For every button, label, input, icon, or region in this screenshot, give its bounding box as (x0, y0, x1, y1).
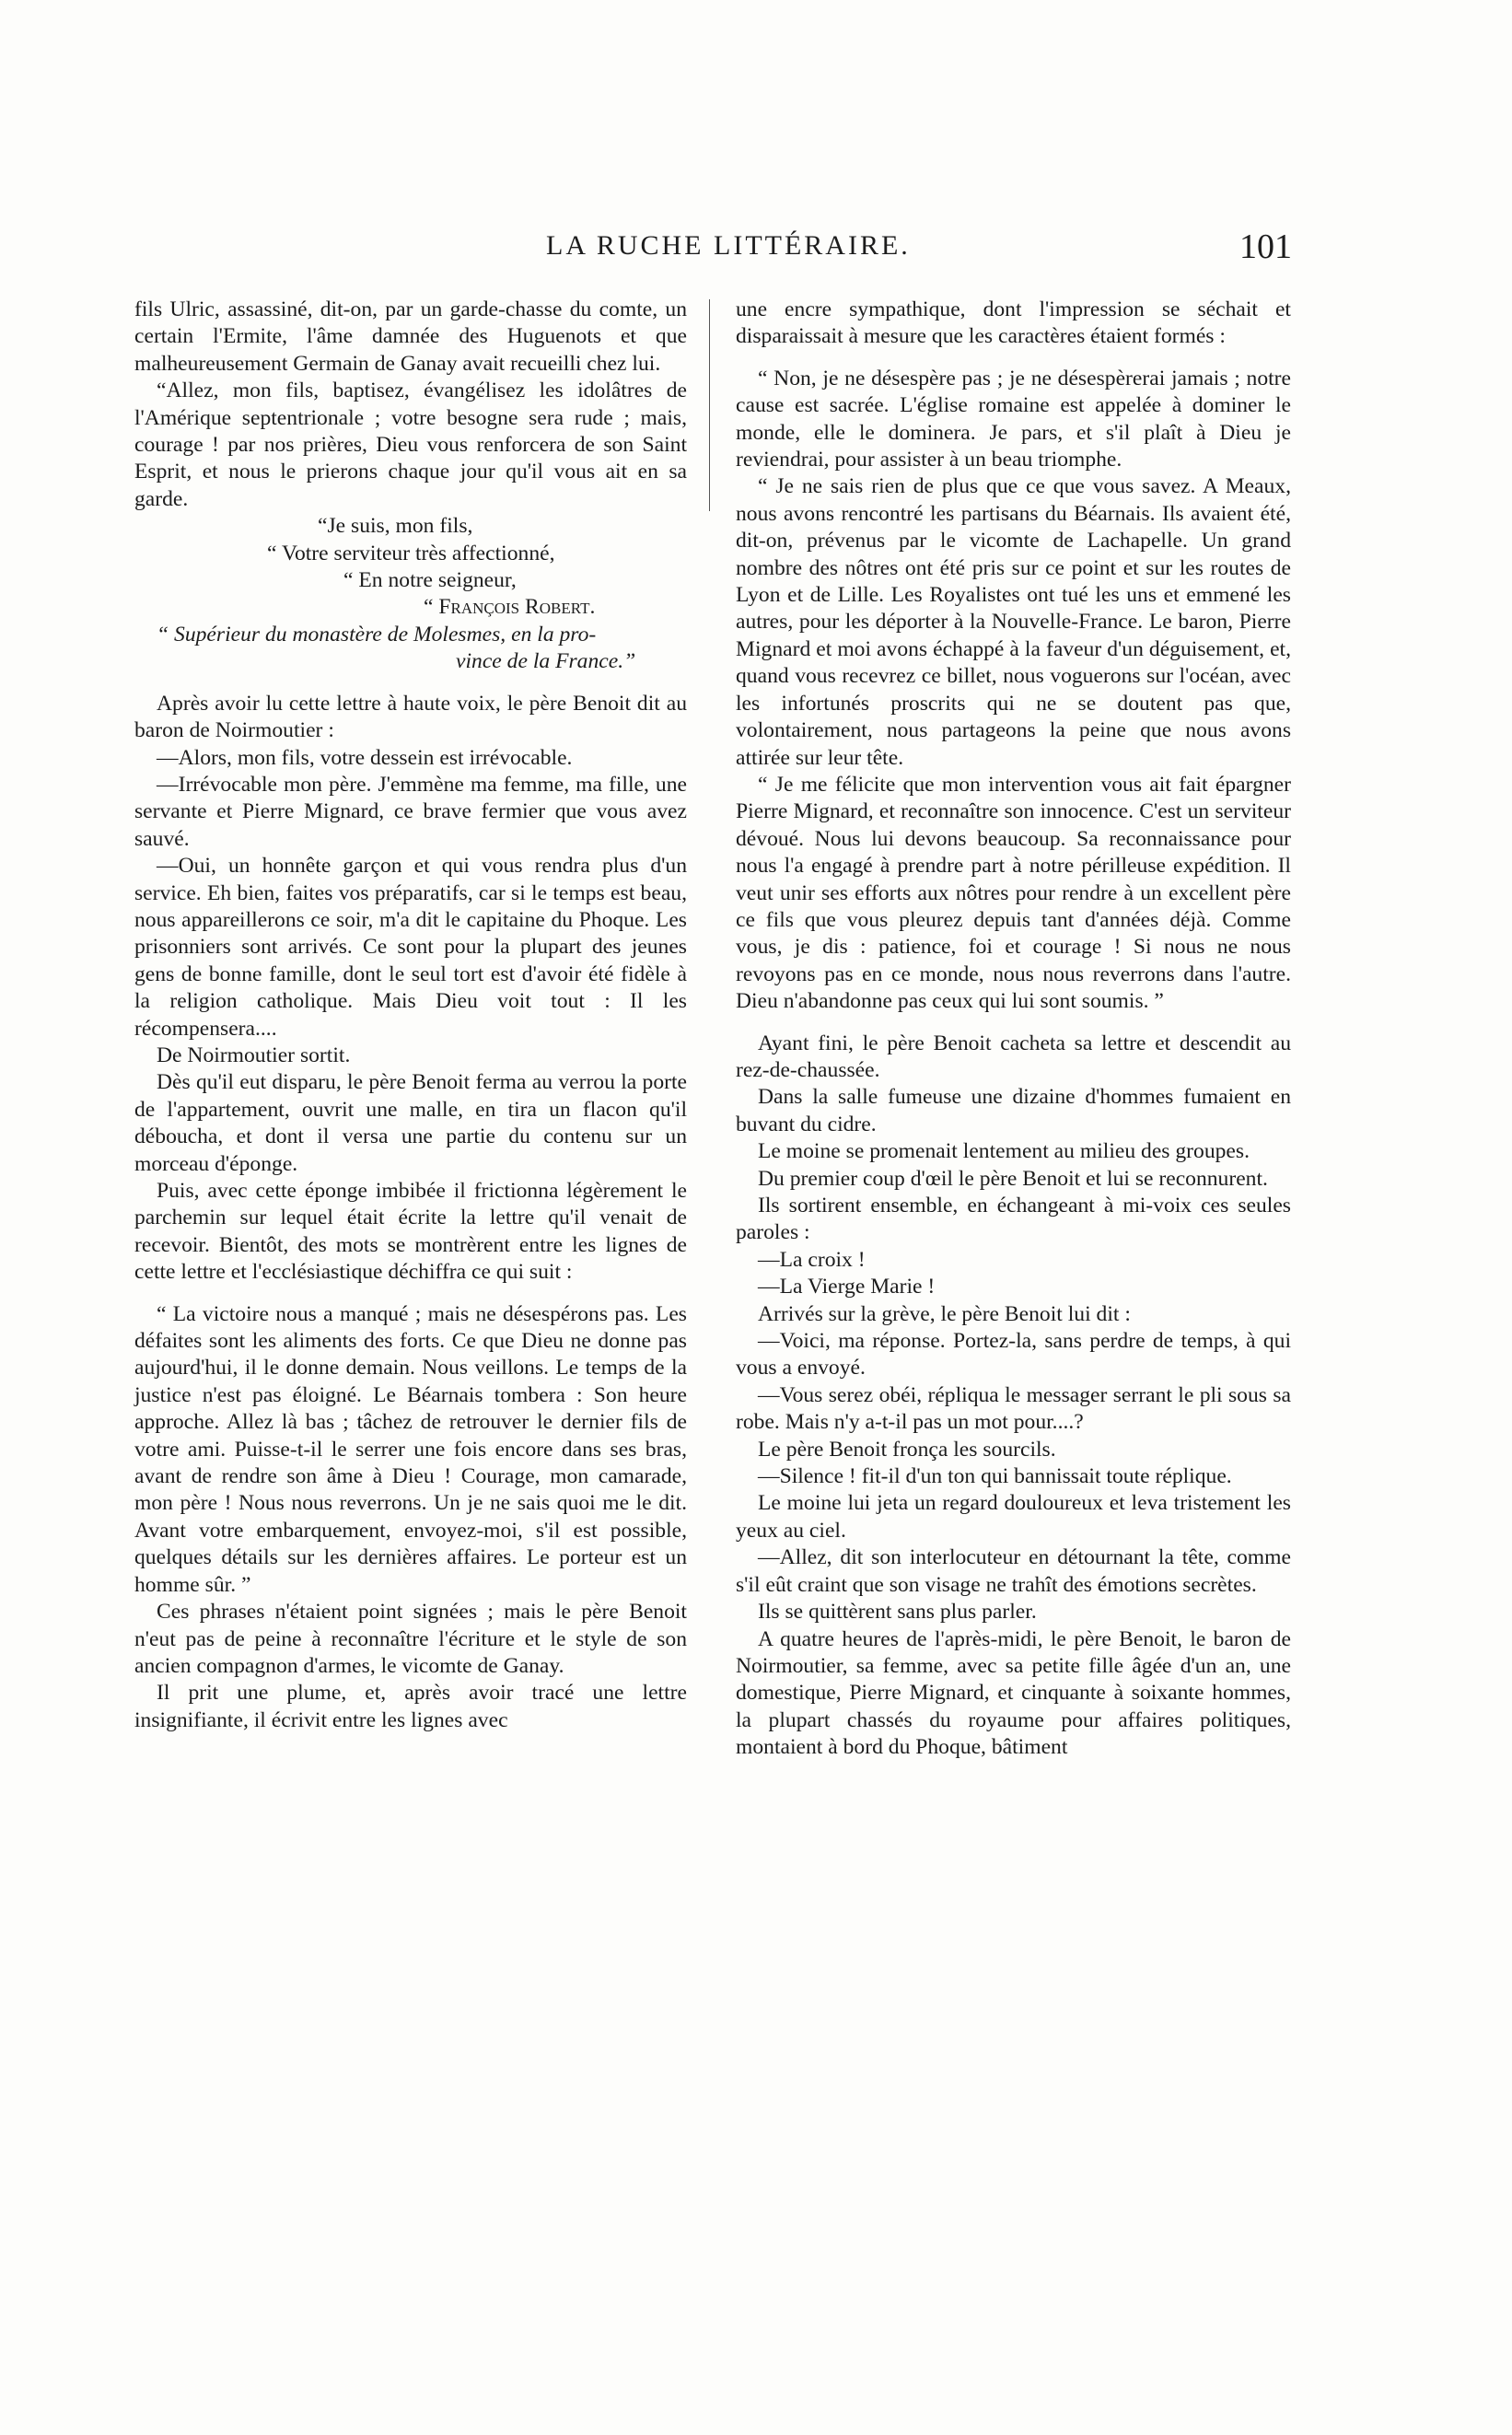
letter-closing: “ Votre serviteur très affectionné, (267, 541, 555, 565)
paragraph: Ils se quittèrent sans plus parler. (758, 1600, 1037, 1625)
quoted-letter: “ La victoire nous a manqué ; mais ne désespérons pas. Les défaites sont les aliments des forts. Ce que Dieu ne donne pas aujourd'hui, il le donne demain. Nous veillons. Le temps de la justice n'est pas éloigné. Le Béarnais tombera : Son heure approche. Allez là bas ; tâchez de retrouver le dernier fils de votre ami. Puisse-t-il le serrer une fois encore dans ses bras, avant de rendre son âme à Dieu ! Courage, mon camarade, mon père ! Nous nous reverrons. Un je ne sais quoi me le dit. Avant votre embarquement, envoyez-moi, s'il est possible, quelques détails sur les dernières affaires. Le porteur est un homme sûr. ” (134, 1301, 687, 1597)
paragraph: Il prit une plume, et, après avoir tracé une lettre insignifiante, il écrivit entre les lignes avec (134, 1681, 687, 1732)
paragraph: Le moine se promenait lentement au milieu des groupes. (758, 1139, 1250, 1164)
letter-closing: “Je suis, mon fils, (318, 514, 473, 539)
dialogue-line: —Alors, mon fils, votre dessein est irrévocable. (157, 745, 573, 770)
paragraph: Le moine lui jeta un regard douloureux et leva tristement les yeux au ciel. (736, 1491, 1291, 1543)
paragraph: A quatre heures de l'après-midi, le père Benoit, le baron de Noirmoutier, sa femme, avec sa petite fille âgée d'un an, une domestique, Pierre Mignard, et cinquante à soixante hommes, la plupart chassés du royaume pour affaires politiques, montaient à bord du Phoque, bâtiment (736, 1626, 1291, 1760)
signature-title: vince de la France.” (456, 649, 636, 674)
paragraph: Le père Benoit fronça les sourcils. (758, 1437, 1056, 1462)
quoted-letter: “ Je ne sais rien de plus que ce que vous savez. A Meaux, nous avons rencontré les partisans du Béarnais. Ils avaient été, dit-on, prévenus par le vicomte de Lachapelle. Un grand nombre des nôtres ont été pris sur ce point et sur les routes de Lyon et de Lille. Les Royalistes ont tué les uns et emmené les autres, pour les déporter à la Nouvelle-France. Le baron, Pierre Mignard et moi avons échappé à la faveur d'un déguisement, et, quand vous recevrez ce billet, nous voguerons sur l'océan, avec les infortunés proscrits qui ne se doutent pas que, volontairement, nous partageons la peine que nous avons attirée sur leur tête. (736, 474, 1291, 770)
dialogue-line: —Vous serez obéi, répliqua le messager serrant le pli sous sa robe. Mais n'y a-t-il pas un mot pour....? (736, 1382, 1291, 1435)
paragraph: De Noirmoutier sortit. (157, 1043, 351, 1067)
paragraph: “Allez, mon fils, baptisez, évangélisez les idolâtres de l'Amérique septentrionale ; votre besogne sera rude ; mais, courage ! par nos prières, Dieu vous renforcera de son Saint Esprit, et nous le prierons chaque jour qu'il vous ait en sa garde. (134, 379, 687, 511)
quoted-letter: “ Non, je ne désespère pas ; je ne désespèrerai jamais ; notre cause est sacrée. L'église romaine est appelée à dominer le monde, elle le dominera. Je pars, et s'il plaît à Dieu je reviendrai, pour assister à un beau triomphe. (736, 366, 1291, 472)
running-title: LA RUCHE LITTÉRAIRE. (546, 230, 911, 261)
paragraph: Dans la salle fumeuse une dizaine d'hommes fumaient en buvant du cidre. (736, 1085, 1291, 1136)
letter-signature: “ François Robert. (424, 595, 596, 620)
paragraph: Arrivés sur la grève, le père Benoit lui dit : (758, 1301, 1131, 1326)
paragraph: Ils sortirent ensemble, en échangeant à mi-voix ces seules paroles : (736, 1194, 1291, 1245)
paragraph: Puis, avec cette éponge imbibée il frictionna légèrement le parchemin sur lequel était écrite la lettre qu'il venait de recevoir. Bientôt, des mots se montrèrent entre les lignes de cette lettre et l'ecclésiastique déchiffra ce qui suit : (134, 1179, 687, 1285)
column-rule (709, 299, 710, 511)
paragraph: une encre sympathique, dont l'impression se séchait et disparaissait à mesure que les caractères étaient formés : (736, 297, 1291, 349)
dialogue-line: —La croix ! (758, 1247, 866, 1272)
page-number: 101 (1239, 227, 1292, 266)
paragraph: Dès qu'il eut disparu, le père Benoit ferma au verrou la porte de l'appartement, ouvrit une malle, en tira un flacon qu'il déboucha, et dont il versa une partie du contenu sur un morceau d'éponge. (134, 1070, 687, 1176)
paragraph: Ayant fini, le père Benoit cacheta sa lettre et descendit au rez-de-chaussée. (736, 1031, 1291, 1082)
paragraph: Du premier coup d'œil le père Benoit et lui se reconnurent. (758, 1166, 1268, 1191)
running-head (134, 227, 1292, 273)
paragraph: fils Ulric, assassiné, dit-on, par un garde-chasse du comte, un certain l'Ermite, l'âme damnée des Huguenots et que malheureusement Germain de Ganay avait recueilli chez lui. (134, 297, 687, 376)
dialogue-line: —Silence ! fit-il d'un ton qui bannissait toute réplique. (758, 1464, 1232, 1489)
quoted-letter: “ Je me félicite que mon intervention vous ait fait épargner Pierre Mignard, et reconnaître son innocence. C'est un serviteur dévoué. Nous lui devons beaucoup. Sa reconnaissance pour nous l'a engagé à prendre part à notre périlleuse expédition. Il veut unir ses efforts aux nôtres pour rendre à un excellent père ce fils que vous pleurez depuis tant d'années déjà. Comme vous, je dis : patience, foi et courage ! Si nous ne nous revoyons pas en ce monde, nous nous reverrons dans l'autre. Dieu n'abandonne pas ceux qui lui sont soumis. ” (736, 772, 1291, 1014)
dialogue-line: —Irrévocable mon père. J'emmène ma femme, ma fille, une servante et Pierre Mignard, ce brave fermier que vous avez sauvé. (134, 772, 687, 851)
paragraph: Ces phrases n'étaient point signées ; mais le père Benoit n'eut pas de peine à reconnaître l'écriture et le style de son ancien compagnon d'armes, le vicomte de Ganay. (134, 1600, 687, 1678)
right-column (736, 297, 1291, 1762)
dialogue-line: —Voici, ma réponse. Portez-la, sans perdre de temps, à qui vous a envoyé. (736, 1329, 1291, 1381)
dialogue-line: —Allez, dit son interlocuteur en détournant la tête, comme s'il eût craint que son visage ne trahît des émotions secrètes. (736, 1545, 1291, 1597)
paragraph: Après avoir lu cette lettre à haute voix, le père Benoit dit au baron de Noirmoutier : (134, 691, 687, 743)
signature-title: “ Supérieur du monastère de Molesmes, en la pro- (157, 622, 597, 647)
letter-closing: “ En notre seigneur, (343, 568, 517, 593)
dialogue-line: —Oui, un honnête garçon et qui vous rendra plus d'un service. Eh bien, faites vos préparatifs, car si le temps est beau, nous appareillerons ce soir, m'a dit le capitaine du Phoque. Les prisonniers sont arrivés. Ce sont pour la plupart des jeunes gens de bonne famille, dont le seul tort est d'avoir été fidèle à la religion catholique. Mais Dieu voit tout : Il les récompensera.... (134, 854, 687, 1041)
dialogue-line: —La Vierge Marie ! (758, 1275, 936, 1299)
left-column (134, 297, 687, 1734)
